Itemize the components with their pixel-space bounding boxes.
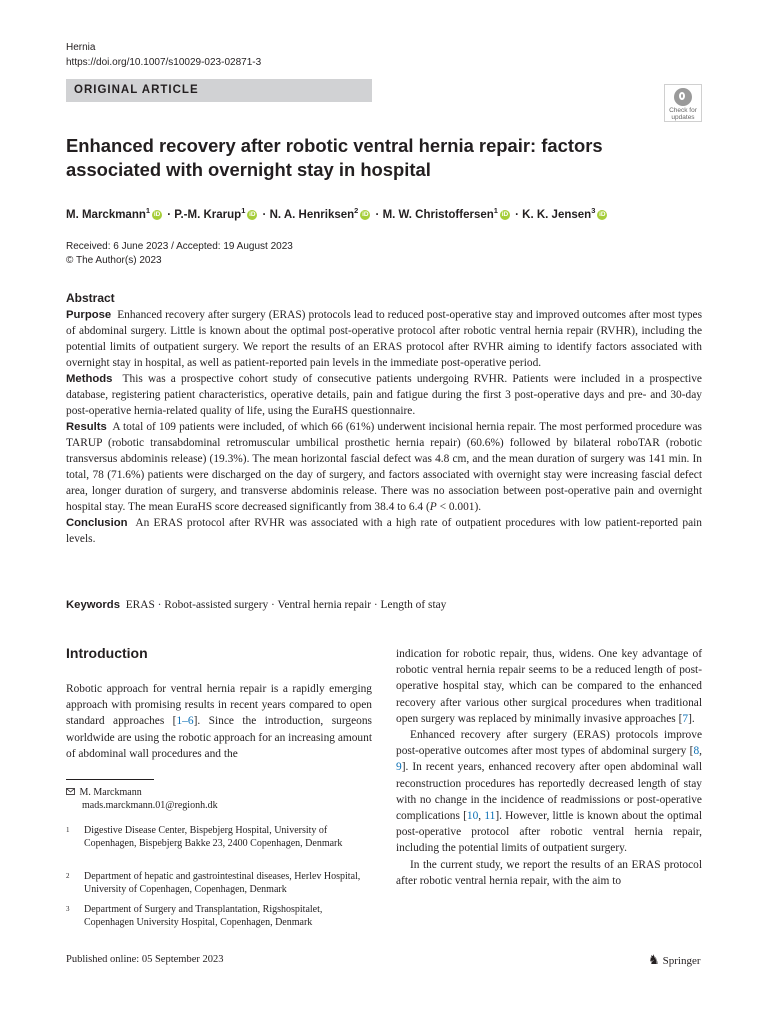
results-text: A total of 109 patients were included, of which 66 (61%) underwent incisional hernia repair. The most performed procedure was TARUP (robotic transabdominal retromuscular umbilical prosthetic hernia repair) (60.6%) followed by bilateral roboTAR (robotic transversus abdominis release) (19.3%). The mean horizontal fascial defect was 4.8 cm, and the mean duration of surgery was 141 min. In total, 78 (71.6%) patients were discharged on the day of surgery, and factors associated with overnight stay were increasing fascial defect area, longer duration of surgery, and transverse abdominis release. There was no association between post-operative pain and overnight hospital stay. The mean EuraHS score decreased significantly from 38.4 to 6.4 ( xyxy=(66,421,702,513)
author-separator: · xyxy=(372,208,383,221)
article-dates xyxy=(66,240,293,268)
author-list xyxy=(66,203,609,223)
purpose-text: Enhanced recovery after surgery (ERAS) protocols lead to reduced post-operative stay and improved outcomes after most types of abdominal surgery. Little is known about the optimal post-operative protocol after robotic ventral hernia repair (RVHR), including the potential limits of outpatient surgery. We report the results of an ERAS protocol after RVHR aiming to identify factors associated with overnight stay in hospital, as well as patient-reported pain levels in the immediate post-operative period. xyxy=(66,309,702,369)
abstract-purpose xyxy=(66,307,702,371)
check-updates-line2: updates xyxy=(671,114,695,121)
intro-column-right xyxy=(396,646,702,889)
citation-link[interactable]: 11 xyxy=(484,810,496,823)
methods-text: This was a prospective cohort study of consecutive patients undergoing RVHR. Patients were included in a prospective database, registering patient characteristics, operative details, pain and fatigue during the first 3 post-operative days and pre- and 30-day post-operative hernia-related quality of life, using the EuraHS questionnaire. xyxy=(66,373,702,417)
methods-label: Methods xyxy=(66,373,113,385)
copyright: © The Author(s) 2023 xyxy=(66,255,162,266)
p-value-symbol: P xyxy=(429,501,437,513)
author-separator: · xyxy=(511,208,523,221)
published-date: Published online: 05 September 2023 xyxy=(66,954,224,965)
author-affiliation: 2 xyxy=(354,206,359,215)
intro-paragraph xyxy=(396,646,702,727)
intro-text: ]. Since the introduction, surgeons worldwide are using the robotic approach for an increasing amount of abdominal wall procedures and the xyxy=(66,715,372,760)
received-accepted: Received: 6 June 2023 / Accepted: 19 August 2023 xyxy=(66,241,293,252)
citation-link[interactable]: 8 xyxy=(693,745,700,758)
author-name[interactable]: N. A. Henriksen xyxy=(269,208,355,221)
orcid-icon[interactable]: iD xyxy=(249,210,256,218)
abstract-methods xyxy=(66,371,702,419)
footnote-divider xyxy=(66,779,154,780)
author-name[interactable]: P.-M. Krarup xyxy=(174,208,242,221)
intro-text: ]. However, little is known about the optimal post-operative protocol after robotic ventral hernia repair, including the potential limits of outpatient surgery. xyxy=(396,810,702,855)
intro-column-left xyxy=(66,681,372,762)
abstract-conclusion xyxy=(66,515,702,547)
check-for-updates-button[interactable] xyxy=(664,84,702,122)
keywords-text: ERAS · Robot-assisted surgery · Ventral hernia repair · Length of stay xyxy=(125,599,447,611)
intro-text: Enhanced recovery after surgery (ERAS) protocols improve post-operative outcomes after most types of abdominal surgery [ xyxy=(396,729,702,758)
orcid-icon[interactable]: iD xyxy=(599,210,606,218)
journal-name: Hernia xyxy=(66,42,96,53)
intro-paragraph xyxy=(396,727,702,857)
abstract-body xyxy=(66,307,702,547)
doi-link[interactable]: https://doi.org/10.1007/s10029-023-02871-3 xyxy=(66,57,262,68)
publisher-logo xyxy=(648,952,701,968)
update-icon xyxy=(674,88,692,106)
article-title: Enhanced recovery after robotic ventral hernia repair: factors associated with overnight stay in hospital xyxy=(66,135,603,180)
conclusion-text: An ERAS protocol after RVHR was associated with a high rate of outpatient procedures with low patient-reported pain levels. xyxy=(66,517,702,545)
affiliation-text: Digestive Disease Center, Bispebjerg Hospital, University of Copenhagen, Bispebjerg Bakke 23, 2400 Copenhagen, Denmark xyxy=(84,825,343,850)
affiliation-number: 2 xyxy=(66,872,70,880)
intro-text: indication for robotic repair, thus, widens. One key advantage of robotic ventral hernia repair seems to be a reduced length of post-operative hospital stay, which can be compared to the enhanced recovery after various other surgical procedures when traditional open surgery was replaced by minimally invasive approaches [ xyxy=(396,648,702,725)
envelope-icon xyxy=(66,786,77,799)
citation-link[interactable]: 7 xyxy=(682,712,689,725)
check-updates-line1: Check for xyxy=(669,107,697,114)
results-text-end: < 0.001). xyxy=(436,501,482,513)
corresponding-author xyxy=(66,786,218,812)
contact-email[interactable]: mads.marckmann.01@regionh.dk xyxy=(82,800,218,811)
affiliation-number: 3 xyxy=(66,905,70,913)
journal-header xyxy=(66,40,261,70)
abstract-heading: Abstract xyxy=(66,291,115,305)
author-separator: · xyxy=(259,208,270,221)
affiliation-text: Department of Surgery and Transplantation, Rigshospitalet, Copenhagen University Hospital, Copenhagen, Denmark xyxy=(84,904,323,929)
keywords-label: Keywords xyxy=(66,599,120,611)
citation-link[interactable]: 9 xyxy=(396,761,402,774)
intro-text: , xyxy=(699,745,702,758)
contact-name: M. Marckmann xyxy=(79,787,142,798)
author-name[interactable]: K. K. Jensen xyxy=(522,208,592,221)
introduction-heading: Introduction xyxy=(66,645,148,661)
orcid-icon[interactable]: iD xyxy=(153,210,161,218)
abstract-results xyxy=(66,419,702,515)
article-type-badge: ORIGINAL ARTICLE xyxy=(66,79,372,102)
author-affiliation: 1 xyxy=(493,206,498,215)
conclusion-label: Conclusion xyxy=(66,517,128,529)
intro-paragraph xyxy=(66,681,372,762)
intro-text: , xyxy=(478,810,485,823)
springer-horse-icon: ♞ xyxy=(648,952,660,967)
publisher-name: Springer xyxy=(662,955,701,967)
results-label: Results xyxy=(66,421,107,433)
author-name[interactable]: M. W. Christoffersen xyxy=(382,208,494,221)
keywords xyxy=(66,597,446,613)
citation-link[interactable]: 10 xyxy=(466,810,479,823)
citation-link[interactable]: 1–6 xyxy=(176,715,194,728)
affiliation-number: 1 xyxy=(66,826,70,834)
author-affiliation: 1 xyxy=(241,206,246,215)
orcid-icon[interactable]: iD xyxy=(362,210,369,218)
author-affiliation: 3 xyxy=(591,206,596,215)
intro-text: ]. xyxy=(688,712,695,725)
orcid-icon[interactable]: iD xyxy=(501,210,509,218)
intro-text: Robotic approach for ventral hernia repair is a rapidly emerging approach with promising results in recent years compared to open standard approaches [ xyxy=(66,683,372,728)
author-separator: · xyxy=(164,208,175,221)
intro-text: ]. In recent years, enhanced recovery after open abdominal wall reconstruction procedures has reportedly decreased length of stay with no change in the incidence of readmissions or post-operative complications [ xyxy=(396,761,702,823)
purpose-label: Purpose xyxy=(66,309,112,321)
author-affiliation: 1 xyxy=(145,206,151,215)
intro-paragraph: In the current study, we report the results of an ERAS protocol after robotic ventral hernia repair, with the aim to xyxy=(396,858,702,887)
affiliation-text: Department of hepatic and gastrointestinal diseases, Herlev Hospital, University of Copenhagen, Copenhagen, Denmark xyxy=(84,871,361,896)
author-name[interactable]: M. Marckmann xyxy=(66,208,146,221)
